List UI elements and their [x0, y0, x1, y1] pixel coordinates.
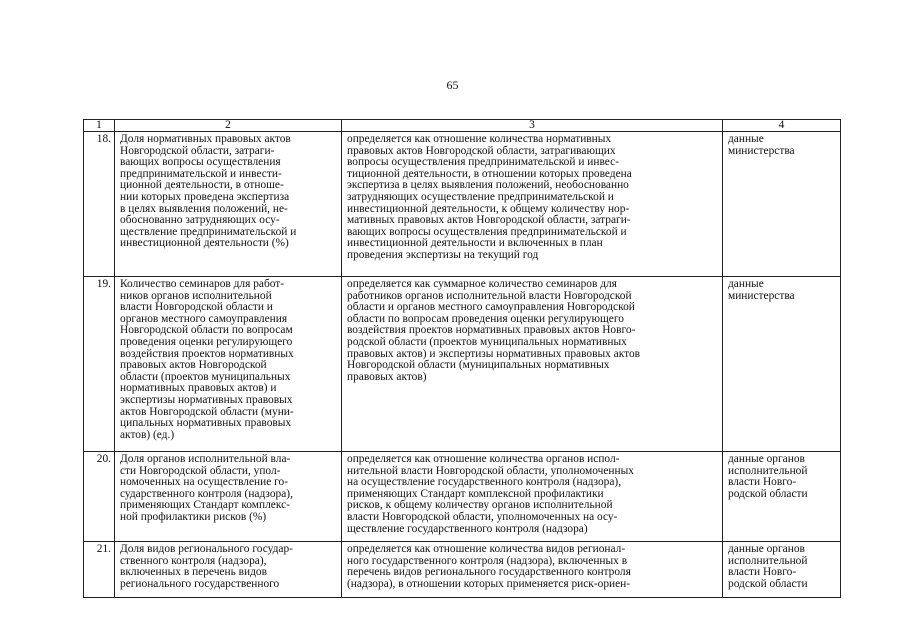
indicator-text: Доля органов исполнительной вла- сти Новгородской области, упол- номоченных на осуществление го- сударственного контроля (надзора), применяющих Стандарт комплекс- ной профилактики рисков (%)	[120, 453, 293, 523]
row-number: 19.	[84, 277, 115, 452]
row-number: 21.	[84, 542, 115, 598]
method-text: определяется как отношение количества нормативных правовых актов Новгородской области, затрагивающих вопросы осуществления предпринимательской и инвес- тиционной деятельности, в отношении которых проведена экспертиза в целях выявления положений, необоснованно затрудняющих осуществление предпринимательской и инвестиционной деятельности, к общему количеству нор- мативных правовых актов Новгородской области, затраги- вающих вопросы осуществления предпринимательской и инвестиционной деятельности и включенных в план проведения экспертизы на текущий год	[347, 133, 632, 261]
header-col-2: 2	[115, 120, 342, 132]
source-cell	[723, 277, 841, 452]
method-cell	[342, 277, 723, 452]
header-col-3: 3	[342, 120, 723, 132]
source-cell	[723, 452, 841, 542]
indicator-cell	[115, 452, 342, 542]
indicator-cell	[115, 132, 342, 277]
header-col-1: 1	[84, 120, 115, 132]
source-cell	[723, 132, 841, 277]
indicator-text: Количество семинаров для работ- ников органов исполнительной власти Новгородской области и органов местного самоуправления Новгородской области по вопросам проведения оценки регулирующего воздействия проектов нормативных правовых актов Новгородской области (проектов муниципальных нормативных правовых актов) и экспертизы нормативных правовых актов Новгородской области (муни- ципальных нормативных правовых актов) (ед.)	[120, 278, 294, 441]
indicators-table	[83, 119, 841, 598]
source-cell	[723, 542, 841, 598]
indicator-cell	[115, 277, 342, 452]
table-row	[84, 132, 841, 277]
row-number: 20.	[84, 452, 115, 542]
method-text: определяется как отношение количества органов испол- нительной власти Новгородской области, уполномоченных на осуществление государственного контроля (надзора), применяющих Стандарт комплексной профилактики рисков, к общему количеству органов исполнительной власти Новгородской области, уполномоченных на осу- ществление государственного контроля (надзора)	[347, 453, 634, 535]
source-text: данные органов исполнительной власти Новго- родской области	[728, 543, 808, 590]
header-col-4: 4	[723, 120, 841, 132]
table-row	[84, 452, 841, 542]
method-cell	[342, 132, 723, 277]
indicator-text: Доля нормативных правовых актов Новгородской области, затраги- вающих вопросы осуществления предпринимательской и инвести- ционной деятельности, в отноше- нии которых проведена экспертиза в целях выявления положений, не- обоснованно затрудняющих осу- ществление предпринимательской и инвестиционной деятельности (%)	[120, 133, 297, 250]
indicator-text: Доля видов регионального государ- ственного контроля (надзора), включенных в перечень видов регионального государственного	[120, 543, 293, 590]
method-cell	[342, 542, 723, 598]
source-text: данные министерства	[728, 133, 795, 157]
indicator-cell	[115, 542, 342, 598]
row-number: 18.	[84, 132, 115, 277]
method-cell	[342, 452, 723, 542]
source-text: данные министерства	[728, 278, 795, 302]
table-header-row	[84, 120, 841, 132]
table-row	[84, 542, 841, 598]
table-row	[84, 277, 841, 452]
source-text: данные органов исполнительной власти Новго- родской области	[728, 453, 808, 500]
method-text: определяется как суммарное количество семинаров для работников органов исполнительной власти Новгородской области и органов местного самоуправления Новгородской области по вопросам проведения оценки регулирующего воздействия проектов нормативных правовых актов Новго- родской области (проектов муниципальных нормативных правовых актов) и экспертизы нормативных правовых актов Новгородской области (муниципальных нормативных правовых актов)	[347, 278, 641, 383]
method-text: определяется как отношение количества видов регионал- ного государственного контроля (надзора), включенных в перечень видов регионального государственного контроля (надзора), в отношении которых применяется риск-ориен-	[347, 543, 631, 590]
page-number: 65	[446, 78, 459, 92]
